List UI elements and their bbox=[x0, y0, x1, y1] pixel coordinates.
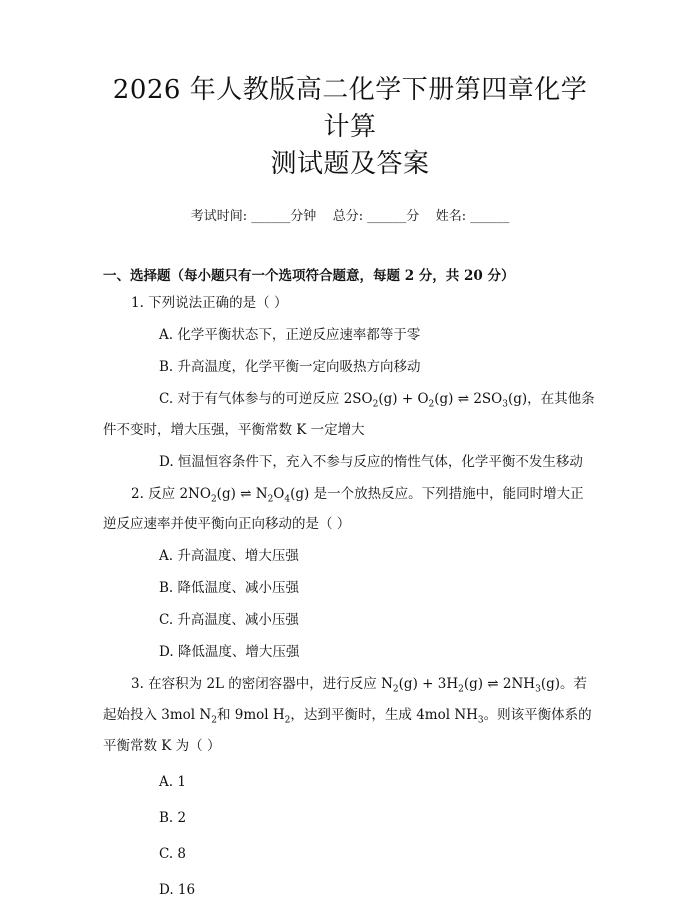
question-2-option-b: B. 降低温度、减小压强 bbox=[159, 580, 300, 597]
question-3-option-b: B. 2 bbox=[159, 809, 187, 826]
question-2-option-c: C. 升高温度、减小压强 bbox=[159, 612, 299, 629]
title-line-2: 测试题及答案 bbox=[270, 149, 430, 179]
question-3-option-d: D. 16 bbox=[159, 881, 196, 898]
title-line-1: 2026 年人教版高二化学下册第四章化学计算 bbox=[112, 75, 588, 142]
question-1-stem: 1. 下列说法正确的是（ ） bbox=[131, 295, 288, 311]
section-heading-multiple-choice: 一、选择题（每小题只有一个选项符合题意，每题 2 分，共 20 分） bbox=[103, 268, 515, 284]
question-1-option-b: B. 升高温度，化学平衡一定向吸热方向移动 bbox=[159, 359, 421, 375]
question-1-option-d: D. 恒温恒容条件下，充入不参与反应的惰性气体，化学平衡不发生移动 bbox=[159, 453, 583, 470]
question-2-option-d: D. 降低温度、增大压强 bbox=[159, 644, 300, 661]
exam-meta-line: 考试时间: ______分钟 总分: ______分 姓名: ______ bbox=[190, 209, 510, 224]
document-title bbox=[103, 72, 597, 183]
question-3-option-c: C. 8 bbox=[159, 845, 187, 862]
question-3-options bbox=[103, 770, 597, 903]
question-1-option-a: A. 化学平衡状态下，正逆反应速率都等于零 bbox=[159, 327, 421, 343]
question-2-option-a: A. 升高温度、增大压强 bbox=[159, 548, 299, 565]
question-2-stem: 2. 反应 $2NO_2(g)$ ⇌ $N_2O_4(g)$ 是一个放热反应。下列措施中，能同时增大正逆反应速率并使平衡向正向移动的是（ ） bbox=[103, 485, 584, 533]
question-3-option-a: A. 1 bbox=[159, 773, 186, 790]
question-3-stem: 3. 在容积为 2L 的密闭容器中，进行反应 $N_2(g) + 3H_2(g)$ ⇌ $2NH_3(g)$。若起始投入 3mol $N_2$和 9mol $H_2$，达到平衡时，生成 4mol $NH_3$。则该平衡体系的平衡常数 K 为（ ） bbox=[103, 676, 592, 754]
question-1-option-c: C. 对于有气体参与的可逆反应 $2SO_2(g) + O_2(g)$ ⇌ $2SO_3(g)$，在其他条件不变时，增大压强，平衡常数 K 一定增大 bbox=[103, 391, 595, 438]
